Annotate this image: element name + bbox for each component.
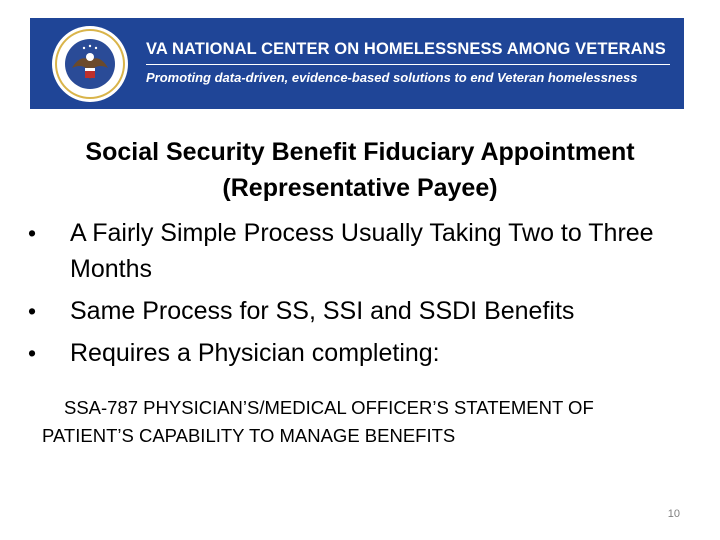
list-item bbox=[24, 293, 694, 329]
va-seal-icon bbox=[50, 24, 130, 104]
banner-title: VA NATIONAL CENTER ON HOMELESSNESS AMONG VETERANS bbox=[146, 40, 666, 58]
form-reference: SSA-787 PHYSICIAN’S/MEDICAL OFFICER’S STATEMENT OF PATIENT’S CAPABILITY TO MANAGE BENEFITS bbox=[42, 397, 594, 446]
bullet-icon: • bbox=[28, 298, 37, 324]
header-banner bbox=[30, 18, 684, 109]
bullet-text: Same Process for SS, SSI and SSDI Benefits bbox=[70, 297, 575, 325]
heading-line-1: Social Security Benefit Fiduciary Appointment bbox=[85, 138, 635, 166]
slide-heading bbox=[0, 134, 720, 206]
bullet-text: A Fairly Simple Process Usually Taking Two to Three Months bbox=[70, 219, 654, 283]
bullet-text: Requires a Physician completing: bbox=[70, 339, 440, 367]
page-number: 10 bbox=[667, 508, 680, 520]
bullet-icon: • bbox=[28, 220, 37, 246]
banner-subtitle: Promoting data-driven, evidence-based solutions to end Veteran homelessness bbox=[146, 70, 638, 85]
bullet-icon: • bbox=[28, 340, 37, 366]
bullet-list bbox=[24, 215, 694, 377]
heading-line-2: (Representative Payee) bbox=[222, 174, 498, 202]
list-item bbox=[24, 335, 694, 371]
list-item bbox=[24, 215, 694, 287]
banner-divider bbox=[146, 64, 670, 65]
